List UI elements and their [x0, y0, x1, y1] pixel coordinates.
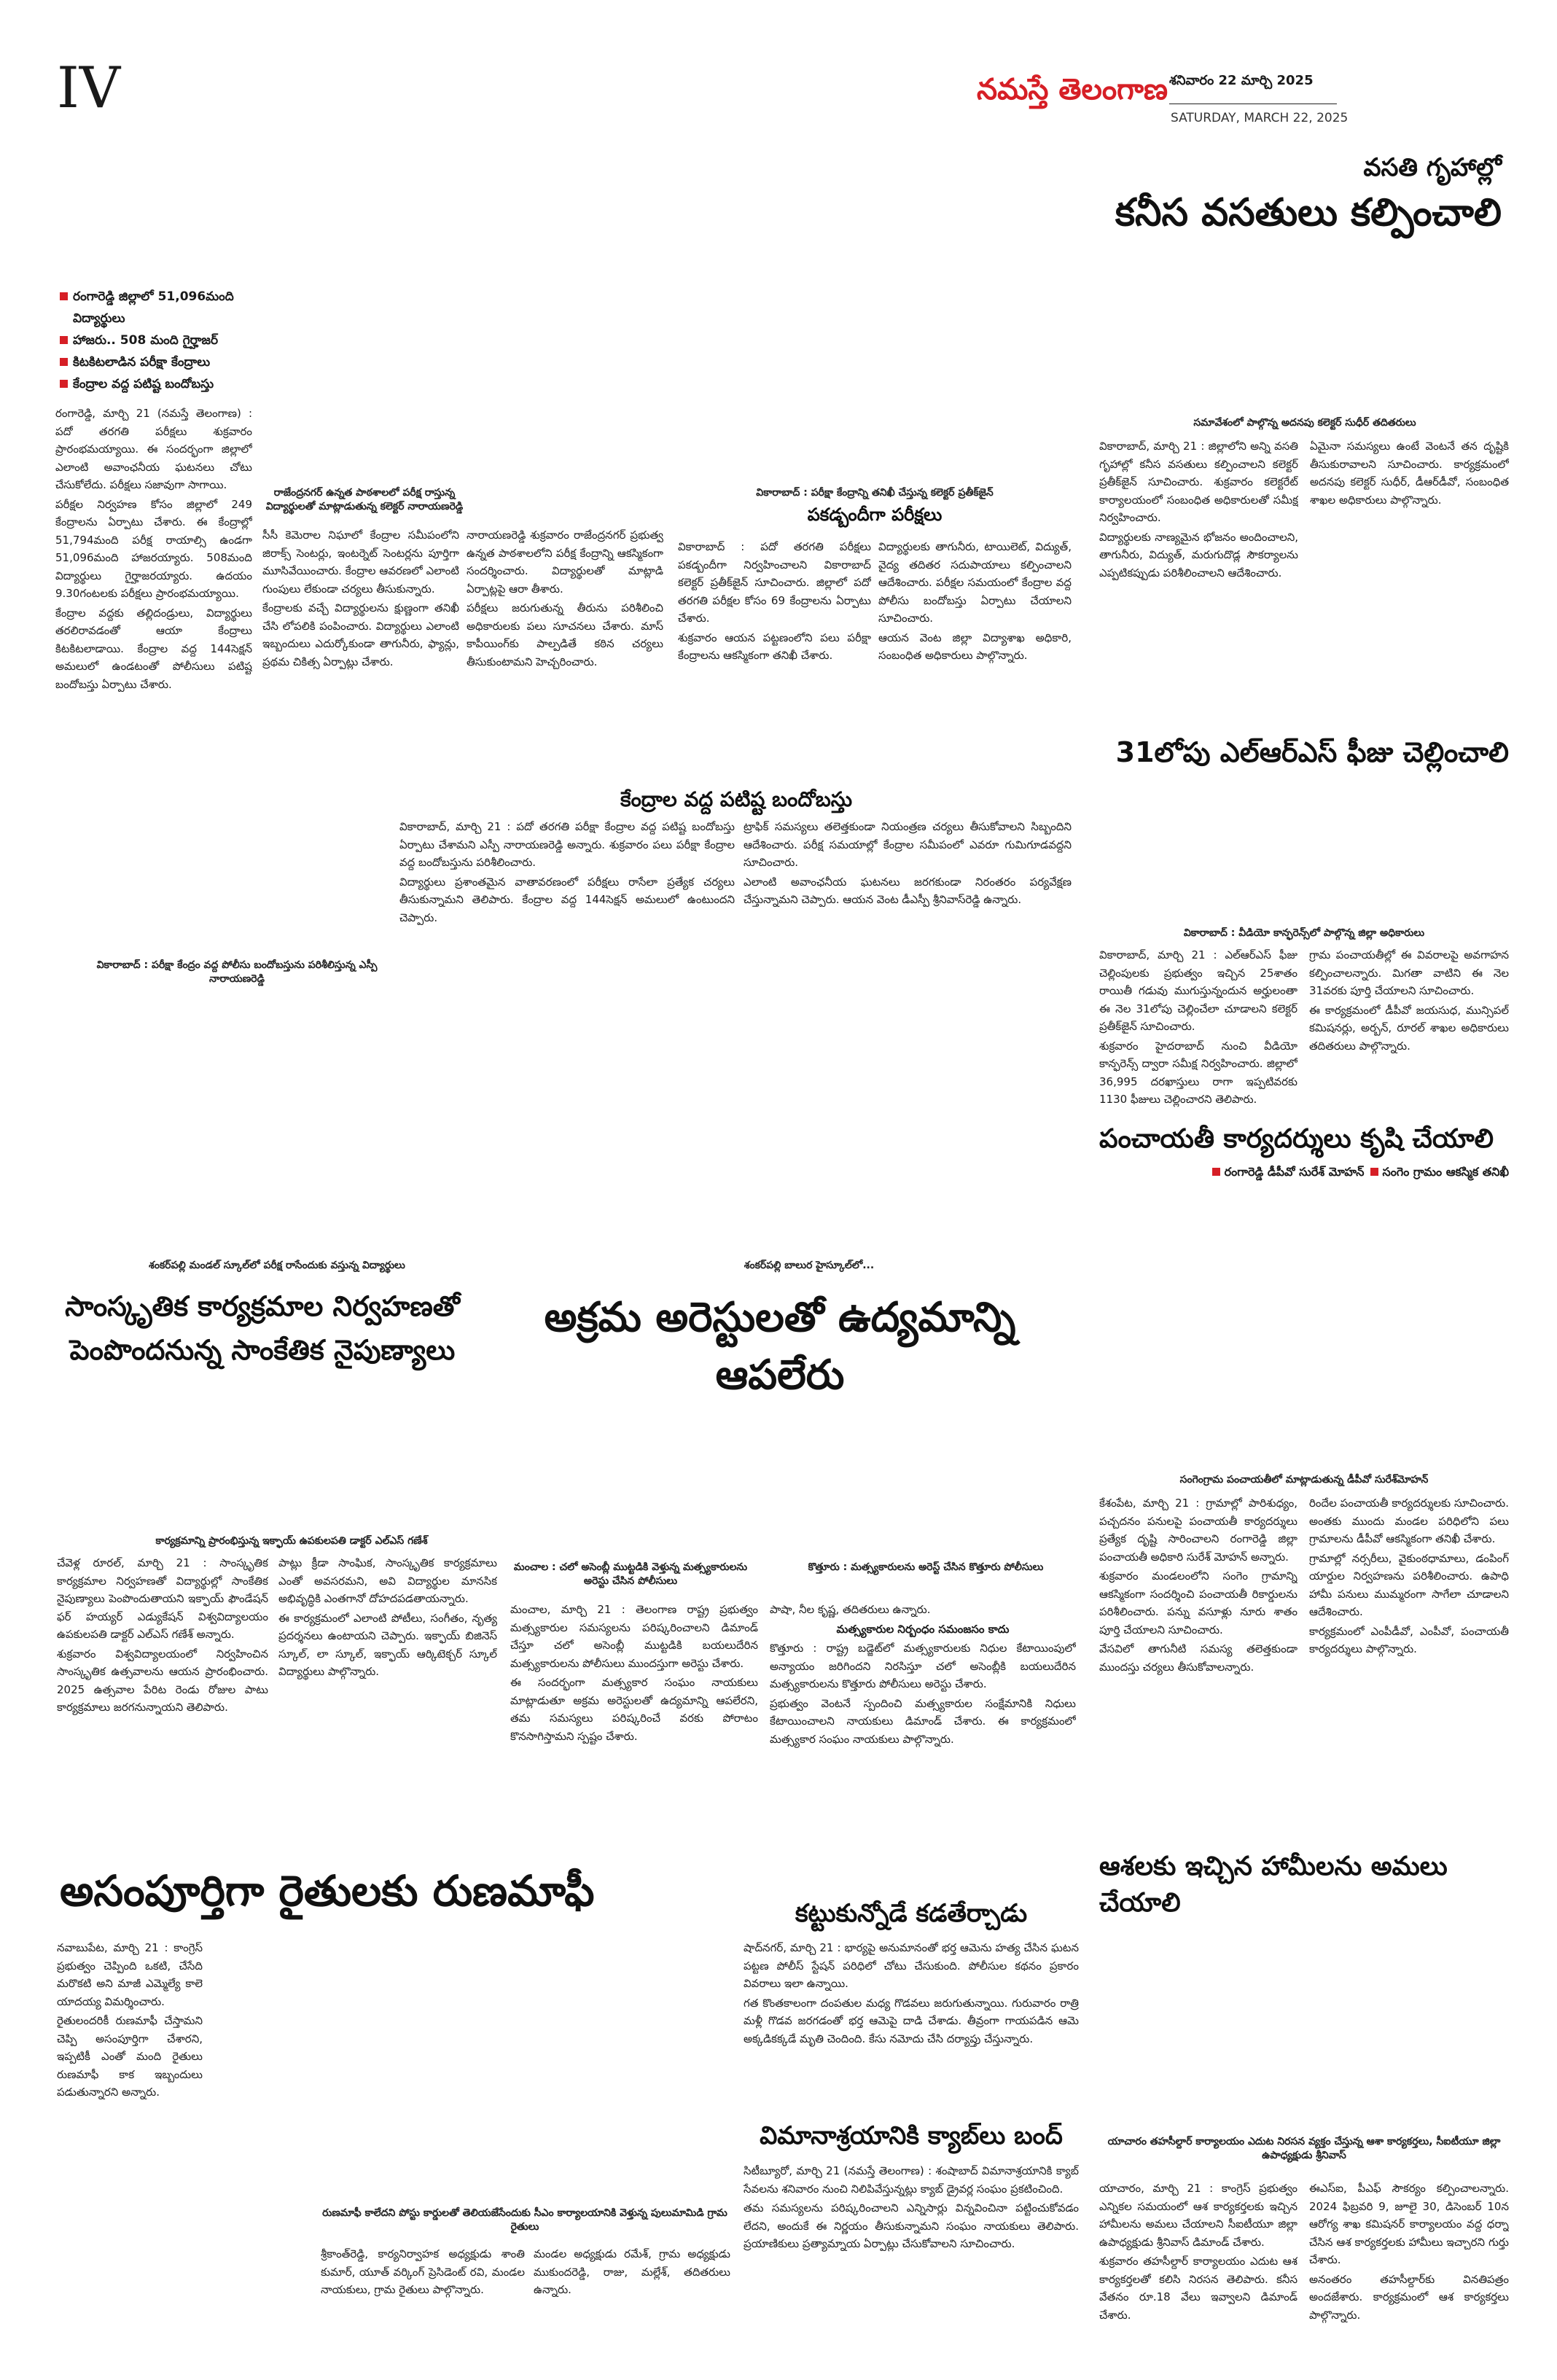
- paragraph: కార్యక్రమంలో ఎంపీడీవో, ఎంపీవో, పంచాయతీ కార్యదర్శులు పాల్గొన్నారు.: [1309, 1624, 1509, 1655]
- cabs-column: [744, 2162, 1079, 2359]
- yacharam-column-2: [1309, 2180, 1509, 2362]
- culture-column-2: [278, 1554, 497, 1791]
- paragraph: నారాయణరెడ్డి శుక్రవారం రాజేంద్రనగర్ ప్రభుత్వ ఉన్నత పాఠశాలలోని పరీక్ష కేంద్రాన్ని ఆకస్మికంగా సందర్శించారు. విద్యార్థులతో మాట్లాడి ఏర్పాట్లపై ఆరా తీశారు.: [467, 528, 663, 596]
- paragraph: శుక్రవారం విశ్వవిద్యాలయంలో నిర్వహించిన సాంస్కృతిక ఉత్సవాలను ఆయన ప్రారంభించారు. 2025 ఉత్సవాల పేరిట రెండు రోజుల పాటు కార్యక్రమాలు జరగనున్నాయని తెలిపారు.: [57, 1647, 268, 1714]
- paragraph: ప్రభుత్వం వెంటనే స్పందించి మత్స్యకారుల సంక్షేమానికి నిధులు కేటాయించాలని నాయకులు డిమాండ్ చేశారు. ఈ కార్యక్రమంలో మత్స్యకార సంఘం నాయకులు పాల్గొన్నారు.: [770, 1696, 1076, 1746]
- exam-highlights: [60, 286, 251, 395]
- murder-column: [744, 1939, 1079, 2107]
- security-column-1: [399, 818, 735, 993]
- paragraph: ఆయన వెంట జిల్లా విద్యాశాఖ అధికారి, సంబంధిత అధికారులు పాల్గొన్నారు.: [878, 631, 1072, 662]
- highlight-item: రంగారెడ్డి జిల్లాలో 51,096మంది విద్యార్థులు: [60, 286, 251, 329]
- paragraph: రంగారెడ్డి, మార్చి 21 (నమస్తే తెలంగాణ) : పదో తరగతి పరీక్షలు శుక్రవారం ప్రారంభమయ్యాయి. ఈ సందర్భంగా జిల్లాలో ఎలాంటి అవాంఛనీయ ఘటనలు చోటు చేసుకోలేదు. పరీక్షలు సజావుగా సాగాయి.: [55, 407, 252, 491]
- exams-column-1: [55, 405, 252, 784]
- vikarabad-exam-caption: వికారాబాద్ : పరీక్షా కేంద్రాన్ని తనిఖీ చేస్తున్న కలెక్టర్ ప్రతీక్‌జైన్: [756, 487, 994, 499]
- paragraph: గ్రామ పంచాయతీల్లో ఈ వివరాలపై అవగాహన కల్పించాలన్నారు. మిగతా వాటిని ఈ నెల 31వరకు పూర్తి చేయాలని సూచించారు.: [1309, 948, 1509, 997]
- paragraph: విద్యార్థులకు నాణ్యమైన భోజనం అందించాలని, తాగునీరు, విద్యుత్, మరుగుదొడ్ల సౌకర్యాలను ఎప్పటికప్పుడు పరిశీలించాలని ఆదేశించారు.: [1099, 530, 1298, 580]
- highlight-item: కిటకిటలాడిన పరీక్షా కేంద్రాలు: [60, 351, 251, 373]
- farmers-photo-caption: రుణమాఫీ కాలేదని పోస్టు కార్డులతో తెలియజేసేందుకు సీఎం కార్యాలయానికి వెళ్తున్న పులుమామిడి గ్రామ రైతులు: [322, 2207, 727, 2233]
- byline-village: సంగెం గ్రామం ఆకస్మిక తనిఖీ: [1382, 1165, 1509, 1179]
- paragraph: రిందేల పంచాయతీ కార్యదర్శులకు సూచించారు. అంతకు ముందు మండల పరిధిలోని పలు గ్రామాలను డీపీవో ఆకస్మికంగా తనిఖీ చేశారు.: [1309, 1497, 1509, 1545]
- paragraph: విద్యార్థులకు తాగునీరు, టాయిలెట్, విద్యుత్, వైద్య తదితర సదుపాయాలు కల్పించాలని ఆదేశించారు. పరీక్షల సమయంలో కేంద్రాల వద్ద పోలీసు బందోబస్తు ఏర్పాటు చేయాలని సూచించారు.: [878, 540, 1072, 625]
- paragraph: ఈ కార్యక్రమంలో డీపీవో జయసుధ, మున్సిపల్ కమిషనర్లు, అర్బన్, రూరల్ శాఖల అధికారులు తదితరులు పాల్గొన్నారు.: [1309, 1003, 1509, 1053]
- newspaper-masthead: నమస్తే తెలంగాణ: [977, 73, 1168, 106]
- paragraph: గ్రామాల్లో నర్సరీలు, వైకుంఠధామాలు, డంపింగ్ యార్డుల నిర్వహణను పరిశీలించారు. ఉపాధి హామీ పనులు ముమ్మరంగా సాగేలా చూడాలని ఆదేశించారు.: [1309, 1551, 1509, 1618]
- highlight-item: కేంద్రాల వద్ద పటిష్ట బందోబస్తు: [60, 373, 251, 395]
- hostels-story: [1099, 437, 1509, 722]
- panchayat-byline: [1137, 1165, 1509, 1182]
- arrests-photo-caption: శంకర్‌పల్లి బాలుర హైస్కూల్‌లో...: [744, 1260, 875, 1271]
- panchayat-headline: పంచాయతీ కార్యదర్శులు కృషి చేయాలి: [1099, 1124, 1494, 1154]
- hostels-headline: కనీస వసతులు కల్పించాలి: [1115, 191, 1502, 235]
- arrests-headline: అక్రమ అరెస్టులతో ఉద్యమాన్ని ఆపలేరు: [544, 1294, 1016, 1399]
- paragraph: కేంద్రాలకు వచ్చే విద్యార్థులను క్షుణ్ణంగా తనిఖీ చేసి లోపలికి పంపించారు. విద్యార్థులు ఎలాంటి ఇబ్బందులు ఎదుర్కోకుండా తాగునీరు, ఫ్యాన్లు, ప్రథమ చికిత్స ఏర్పాట్లు చేశారు.: [262, 601, 459, 668]
- paragraph: విద్యార్థులు ప్రశాంతమైన వాతావరణంలో పరీక్షలు రాసేలా ప్రత్యేక చర్యలు తీసుకున్నామని తెలిపారు. కేంద్రాల వద్ద 144సెక్షన్ అమలులో ఉంటుందని చెప్పారు.: [399, 875, 735, 924]
- paragraph: కేంద్రాల వద్దకు తల్లిదండ్రులు, విద్యార్థులు తరలిరావడంతో ఆయా కేంద్రాలు కిటకిటలాడాయి. కేంద్రాల వద్ద 144సెక్షన్ అమలులో ఉండటంతో పోలీసులు పటిష్ట బందోబస్తు ఏర్పాటు చేశారు.: [55, 606, 252, 691]
- paragraph: కొత్తూరు : రాష్ట్ర బడ్జెట్‌లో మత్స్యకారులకు నిధుల కేటాయింపులో అన్యాయం జరిగిందని నిరసిస్తూ చలో అసెంబ్లీకి బయలుదేరిన మత్స్యకారులను కొత్తూరు పోలీసులు అరెస్టు చేశారు.: [770, 1642, 1076, 1690]
- vikarabad-exam-headline: పకడ్బందీగా పరీక్షలు: [807, 504, 943, 525]
- asha-headline: ఆశలకు ఇచ్చిన హామీలను అమలు చేయాలి: [1099, 1852, 1448, 1918]
- paragraph: చేవెళ్ల రూరల్, మార్చి 21 : సాంస్కృతిక కార్యక్రమాల నిర్వహణతో విద్యార్థుల్లో సాంకేతిక నైపుణ్యాలు పెంపొందుతాయని ఇక్ఫాయ్ ఫౌండేషన్ ఫర్ హయ్యర్ ఎడ్యుకేషన్ విశ్వవిద్యాలయం ఉపకులపతి డాక్టర్ ఎల్ఎస్ గణేశ్ అన్నారు.: [57, 1556, 268, 1641]
- culture-headline-line1: సాంస్కృతిక కార్యక్రమాల నిర్వహణతో: [65, 1290, 460, 1322]
- security-column-2: [744, 818, 1072, 993]
- arrests-subhead: మత్స్యకారుల నిర్బంధం సమంజసం కాదు: [836, 1622, 1010, 1636]
- farmers-column-2: [321, 2245, 525, 2362]
- lrs-column-2: [1309, 946, 1509, 1112]
- murder-headline: కట్టుకున్నోడే కడతేర్చాడు: [795, 1899, 1028, 1928]
- paragraph: ఎలాంటి అవాంఛనీయ ఘటనలు జరగకుండా నిరంతరం పర్యవేక్షణ చేస్తున్నామని చెప్పారు. ఆయన వెంట డీఎస్పీ శ్రీనివాస్‌రెడ్డి ఉన్నారు.: [744, 875, 1072, 906]
- panchayat-column-1: [1099, 1494, 1298, 1837]
- exams-column-2: [262, 526, 459, 781]
- paragraph: పాట్లు క్రీడా సాంఘిక, సాంస్కృతిక కార్యక్రమాలు ఎంతో అవసరమని, అవి విద్యార్థుల మానసిక అభివృద్ధికి ఎంతగానో దోహదపడతాయన్నారు.: [278, 1556, 497, 1605]
- paragraph: వికారాబాద్, మార్చి 21 : జిల్లాలోని అన్ని వసతి గృహాల్లో కనీస వసతులు కల్పించాలని కలెక్టర్ ప్రతీక్‌జైన్ సూచించారు. శుక్రవారం కలెక్టరేట్ కార్యాలయంలో సంబంధిత అధికారులతో సమీక్ష నిర్వహించారు.: [1099, 440, 1298, 524]
- paragraph: రైతులందరికీ రుణమాఫీ చేస్తామని చెప్పి అసంపూర్తిగా చేశారని, ఇప్పటికీ ఎంతో మంది రైతులు రుణమాఫీ కాక ఇబ్బందులు పడుతున్నారని అన్నారు.: [57, 2014, 203, 2099]
- paragraph: ఈ సందర్భంగా మత్స్యకార సంఘం నాయకులు మాట్లాడుతూ అక్రమ అరెస్టులతో ఉద్యమాన్ని ఆపలేరని, తమ సమస్యలు పరిష్కరించే వరకు పోరాటం కొనసాగిస్తామని స్పష్టం చేశారు.: [510, 1676, 758, 1743]
- paragraph: శ్రీకాంత్‌రెడ్డి, కార్యనిర్వాహక అధ్యక్షుడు శాంతి కుమార్, యూత్ వర్కింగ్ ప్రెసిడెంట్ రవి, మండల నాయకులు, గ్రామ రైతులు పాల్గొన్నారు.: [321, 2247, 525, 2296]
- arrests-column-1: [510, 1601, 758, 1841]
- lrs-headline: 31లోపు ఎల్ఆర్ఎస్ ఫీజు చెల్లించాలి: [1115, 736, 1509, 768]
- byline-officer: రంగారెడ్డి డీపీవో సురేశ్ మోహన్: [1224, 1165, 1365, 1179]
- paragraph: పాషా, నీల కృష్ణ, తదితరులు ఉన్నారు.: [770, 1603, 931, 1616]
- paragraph: శుక్రవారం ఆయన పట్టణంలోని పలు పరీక్షా కేంద్రాలను ఆకస్మికంగా తనిఖీ చేశారు.: [678, 631, 871, 662]
- paragraph: వికారాబాద్ : పదో తరగతి పరీక్షలు పకడ్బందీగా నిర్వహించాలని వికారాబాద్ కలెక్టర్ ప్రతీక్‌జైన్ సూచించారు. జిల్లాలో పదో తరగతి పరీక్షల కోసం 69 కేంద్రాలను ఏర్పాటు చేశారు.: [678, 540, 871, 625]
- paragraph: వేసవిలో తాగునీటి సమస్య తలెత్తకుండా ముందస్తు చర్యలు తీసుకోవాలన్నారు.: [1099, 1642, 1298, 1674]
- security-headline: కేంద్రాల వద్ద పటిష్ట బందోబస్తు: [620, 787, 853, 811]
- kothur-caption: కొత్తూరు : మత్స్యకారులను అరెస్ట్ చేసిన కొత్తూరు పోలీసులు: [808, 1561, 1044, 1573]
- page-number: IV: [57, 55, 121, 121]
- security-photo-caption: వికారాబాద్ : పరీక్షా కేంద్రం వద్ద పోలీసు బందోబస్తును పరిశీలిస్తున్న ఎస్పీ నారాయణరెడ్డి: [96, 959, 378, 985]
- paragraph: శుక్రవారం మండలంలోని సంగెం గ్రామాన్ని ఆకస్మికంగా సందర్శించి పంచాయతీ రికార్డులను పరిశీలించారు. పన్ను వసూళ్లు నూరు శాతం పూర్తి చేయాలని సూచించారు.: [1099, 1569, 1298, 1636]
- paragraph: షాద్‌నగర్, మార్చి 21 : భార్యపై అనుమానంతో భర్త ఆమెను హత్య చేసిన ఘటన పట్టణ పోలీస్ స్టేషన్ పరిధిలో చోటు చేసుకుంది. పోలీసుల కథనం ప్రకారం వివరాలు ఇలా ఉన్నాయి.: [744, 1941, 1079, 1990]
- exams-photo-caption: రాజేంద్రనగర్ ఉన్నత పాఠశాలలో పరీక్ష రాస్తున్న విద్యార్థులతో మాట్లాడుతున్న కలెక్టర్ నారాయణరెడ్డి: [265, 487, 464, 512]
- paragraph: యాచారం, మార్చి 21 : కాంగ్రెస్ ప్రభుత్వం ఎన్నికల సమయంలో ఆశ కార్యకర్తలకు ఇచ్చిన హామీలను అమలు చేయాలని సీఐటీయూ జిల్లా ఉపాధ్యక్షుడు శ్రీనివాస్ డిమాండ్ చేశారు.: [1099, 2182, 1298, 2249]
- culture-column-1: [57, 1554, 268, 1791]
- lrs-column-1: [1099, 946, 1298, 1112]
- paragraph: పరీక్షలు జరుగుతున్న తీరును పరిశీలించి అధికారులకు పలు సూచనలు చేశారు. మాస్ కాపీయింగ్‌కు పాల్పడితే కఠిన చర్యలు తీసుకుంటామని హెచ్చరించారు.: [467, 601, 663, 668]
- village-photo-caption: సంగెంగ్రామ పంచాయతీలో మాట్లాడుతున్న డీపీవో సురేశ్‌మోహన్: [1179, 1474, 1429, 1486]
- paragraph: సీసీ కెమెరాల నిఘాలో కేంద్రాల సమీపంలోని జిరాక్స్ సెంటర్లు, ఇంటర్నెట్ సెంటర్లను పూర్తిగా మూసివేయించారు. కేంద్రాల ఆవరణలో ఎలాంటి గుంపులు లేకుండా చర్యలు తీసుకున్నారు.: [262, 528, 459, 596]
- paragraph: తమ సమస్యలను పరిష్కరించాలని ఎన్నిసార్లు విన్నవించినా పట్టించుకోవడం లేదని, అందుకే ఈ నిర్ణయం తీసుకున్నామని సంఘం నాయకులు తెలిపారు. ప్రయాణికులు ప్రత్యామ్నాయ ఏర్పాట్లు చేసుకోవాలని సూచించారు.: [744, 2201, 1079, 2250]
- paragraph: శుక్రవారం హైదరాబాద్ నుంచి వీడియో కాన్ఫరెన్స్ ద్వారా సమీక్ష నిర్వహించారు. జిల్లాలో 36,995 దరఖాస్తులు రాగా ఇప్పటివరకు 1130 ఫీజులు చెల్లించారని తెలిపారు.: [1099, 1039, 1298, 1106]
- culture-headline-line2: పెంపొందనున్న సాంకేతిక నైపుణ్యాలు: [69, 1334, 456, 1366]
- bullet-square: [1370, 1168, 1378, 1176]
- farmers-column-1: [57, 1939, 203, 2362]
- exams-column-4: [678, 538, 871, 779]
- arrests-column-2: [770, 1601, 1076, 1841]
- paragraph: సిటీబ్యూరో, మార్చి 21 (నమస్తే తెలంగాణ) : శంషాబాద్ విమానాశ్రయానికి క్యాబ్ సేవలను శనివారం నుంచి నిలిపివేస్తున్నట్లు క్యాబ్ డ్రైవర్ల సంఘం ప్రకటించింది.: [744, 2164, 1079, 2196]
- paragraph: పరీక్షల నిర్వహణ కోసం జిల్లాలో 249 కేంద్రాలను ఏర్పాటు చేశారు. ఈ కేంద్రాల్లో 51,794మంది పరీక్ష రాయాల్సి ఉండగా 51,096మంది హాజరయ్యారు. 508మంది విద్యార్థులు గైర్హాజరయ్యారు. ఉదయం 9.30గంటలకు పరీక్షలు ప్రారంభమయ్యాయి.: [55, 497, 252, 600]
- paragraph: అనంతరం తహసీల్దార్‌కు వినతిపత్రం అందజేశారు. కార్యక్రమంలో ఆశ కార్యకర్తలు పాల్గొన్నారు.: [1309, 2272, 1509, 2322]
- panchayat-column-2: [1309, 1494, 1509, 1837]
- farmers-headline: అసంపూర్తిగా రైతులకు రుణమాఫీ: [60, 1866, 595, 1916]
- exams-column-5: [878, 538, 1072, 779]
- paragraph: ఈఎస్ఐ, పీఎఫ్ సౌకర్యం కల్పించాలన్నారు. 2024 ఫిబ్రవరి 9, జూలై 30, డిసెంబర్ 10న ఆరోగ్య శాఖ కమిషనర్ కార్యాలయం వద్ద ధర్నా చేసిన ఆశ కార్యకర్తలకు హామీలు ఇచ్చారని గుర్తు చేశారు.: [1309, 2182, 1509, 2266]
- paragraph: నవాబుపేట, మార్చి 21 : కాంగ్రెస్ ప్రభుత్వం చెప్పింది ఒకటి, చేసేది మరొకటి అని మాజీ ఎమ్మెల్యే కాలె యాదయ్య విమర్శించారు.: [57, 1941, 203, 2008]
- paragraph: మండల అధ్యక్షుడు రమేశ్, గ్రామ అధ్యక్షుడు ముకుందరెడ్డి, రాజు, మల్లేశ్, తదితరులు ఉన్నారు.: [534, 2247, 730, 2296]
- date-telugu: శనివారం 22 మార్చి 2025: [1169, 73, 1314, 88]
- paragraph: గత కొంతకాలంగా దంపతుల మధ్య గొడవలు జరుగుతున్నాయి. గురువారం రాత్రి మళ్లీ గొడవ జరగడంతో భర్త ఆమెపై దాడి చేశాడు. తీవ్రంగా గాయపడిన ఆమె అక్కడికక్కడే మృతి చెందింది. కేసు నమోదు చేసి దర్యాప్తు చేస్తున్నారు.: [744, 1996, 1079, 2045]
- highlight-item: హాజరు.. 508 మంది గైర్హాజర్: [60, 329, 251, 351]
- hostels-column-1: [1099, 437, 1298, 722]
- manchala-caption: మంచాల : చలో అసెంబ్లీ ముట్టడికి వెళ్తున్న మత్స్యకారులను అరెస్టు చేసిన పోలీసులు: [513, 1561, 748, 1587]
- cabs-headline: విమానాశ్రయానికి క్యాబ్‌లు బంద్: [760, 2121, 1063, 2150]
- bullet-square: [1212, 1168, 1220, 1176]
- paragraph: వికారాబాద్, మార్చి 21 : ఎల్‌ఆర్‌ఎస్ ఫీజు చెల్లింపులకు ప్రభుత్వం ఇచ్చిన 25శాతం రాయితీ గడువు ముగుస్తున్నందున అర్హులంతా ఈ నెల 31లోపు చెల్లించేలా చూడాలని కలెక్టర్ ప్రతీక్‌జైన్ సూచించారు.: [1099, 948, 1298, 1033]
- yacharam-column-1: [1099, 2180, 1298, 2362]
- yacharam-photo-caption: యాచారం తహసీల్దార్ కార్యాలయం ఎదుట నిరసన వ్యక్తం చేస్తున్న ఆశా కార్యకర్తలు, సీఐటీయూ జిల్లా ఉపాధ్యక్షుడు శ్రీనివాస్: [1107, 2136, 1501, 2161]
- culture-sub-caption: కార్యక్రమాన్ని ప్రారంభిస్తున్న ఇక్ఫాయ్ ఉపకులపతి డాక్టర్ ఎల్ఎస్ గణేశ్: [155, 1535, 428, 1547]
- hostels-photo-caption: సమావేశంలో పాల్గొన్న అదనపు కలెక్టర్ సుధీర్ తదితరులు: [1193, 417, 1416, 429]
- paragraph: మంచాల, మార్చి 21 : తెలంగాణ రాష్ట్ర ప్రభుత్వం మత్స్యకారుల సమస్యలను పరిష్కరించాలని డిమాండ్ చేస్తూ చలో అసెంబ్లీ ముట్టడికి బయలుదేరిన మత్స్యకారులను పోలీసులు ముందస్తుగా అరెస్టు చేశారు.: [510, 1603, 758, 1670]
- farmers-column-3: [534, 2245, 730, 2362]
- paragraph: ఈ కార్యక్రమంలో ఎలాంటి పోటీలు, సంగీతం, నృత్య ప్రదర్శనలు ఉంటాయని చెప్పారు. ఇక్ఫాయ్ బిజినెస్ స్కూల్, లా స్కూల్, ఇక్ఫాయ్ ఆర్కిటెక్చర్ స్కూల్ విద్యార్థులు పాల్గొన్నారు.: [278, 1611, 497, 1678]
- paragraph: వికారాబాద్, మార్చి 21 : పదో తరగతి పరీక్షా కేంద్రాల వద్ద పటిష్ట బందోబస్తు ఏర్పాటు చేశామని ఎస్పీ నారాయణరెడ్డి అన్నారు. శుక్రవారం పలు పరీక్షా కేంద్రాల వద్ద బందోబస్తును పరిశీలించారు.: [399, 820, 735, 869]
- culture-photo-caption: శంకర్‌పల్లి మండల్ స్కూల్‌లో పరీక్ష రాసేందుకు వస్తున్న విద్యార్థులు: [149, 1260, 405, 1271]
- lrs-photo-caption: వికారాబాద్ : వీడియో కాన్ఫరెన్స్‌లో పాల్గొన్న జిల్లా అధికారులు: [1183, 927, 1425, 939]
- hostels-column-2: [1310, 437, 1509, 722]
- paragraph: కేశంపేట, మార్చి 21 : గ్రామాల్లో పారిశుధ్యం, పచ్చదనం పనులపై పంచాయతీ కార్యదర్శులు ప్రత్యేక దృష్టి సారించాలని రంగారెడ్డి జిల్లా పంచాయతీ అధికారి సురేశ్ మోహన్ అన్నారు.: [1099, 1497, 1298, 1564]
- date-english: SATURDAY, MARCH 22, 2025: [1171, 111, 1349, 125]
- paragraph: ట్రాఫిక్ సమస్యలు తలెత్తకుండా నియంత్రణ చర్యలు తీసుకోవాలని సిబ్బందిని ఆదేశించారు. పరీక్ష సమయాల్లో కేంద్రాల సమీపంలో ఎవరూ గుమిగూడవద్దని సూచించారు.: [744, 820, 1072, 869]
- hostels-kicker: వసతి గృహాల్లో: [1363, 153, 1502, 182]
- paragraph: ఏమైనా సమస్యలు ఉంటే వెంటనే తన దృష్టికి తీసుకురావాలని సూచించారు. కార్యక్రమంలో అదనపు కలెక్టర్ సుధీర్, డీఆర్‌డీవో, సంబంధిత శాఖల అధికారులు పాల్గొన్నారు.: [1310, 440, 1509, 507]
- paragraph: శుక్రవారం తహసీల్దార్ కార్యాలయం ఎదుట ఆశ కార్యకర్తలతో కలిసి నిరసన తెలిపారు. కనీస వేతనం రూ.18 వేలు ఇవ్వాలని డిమాండ్ చేశారు.: [1099, 2255, 1298, 2322]
- exams-column-3: [467, 526, 663, 781]
